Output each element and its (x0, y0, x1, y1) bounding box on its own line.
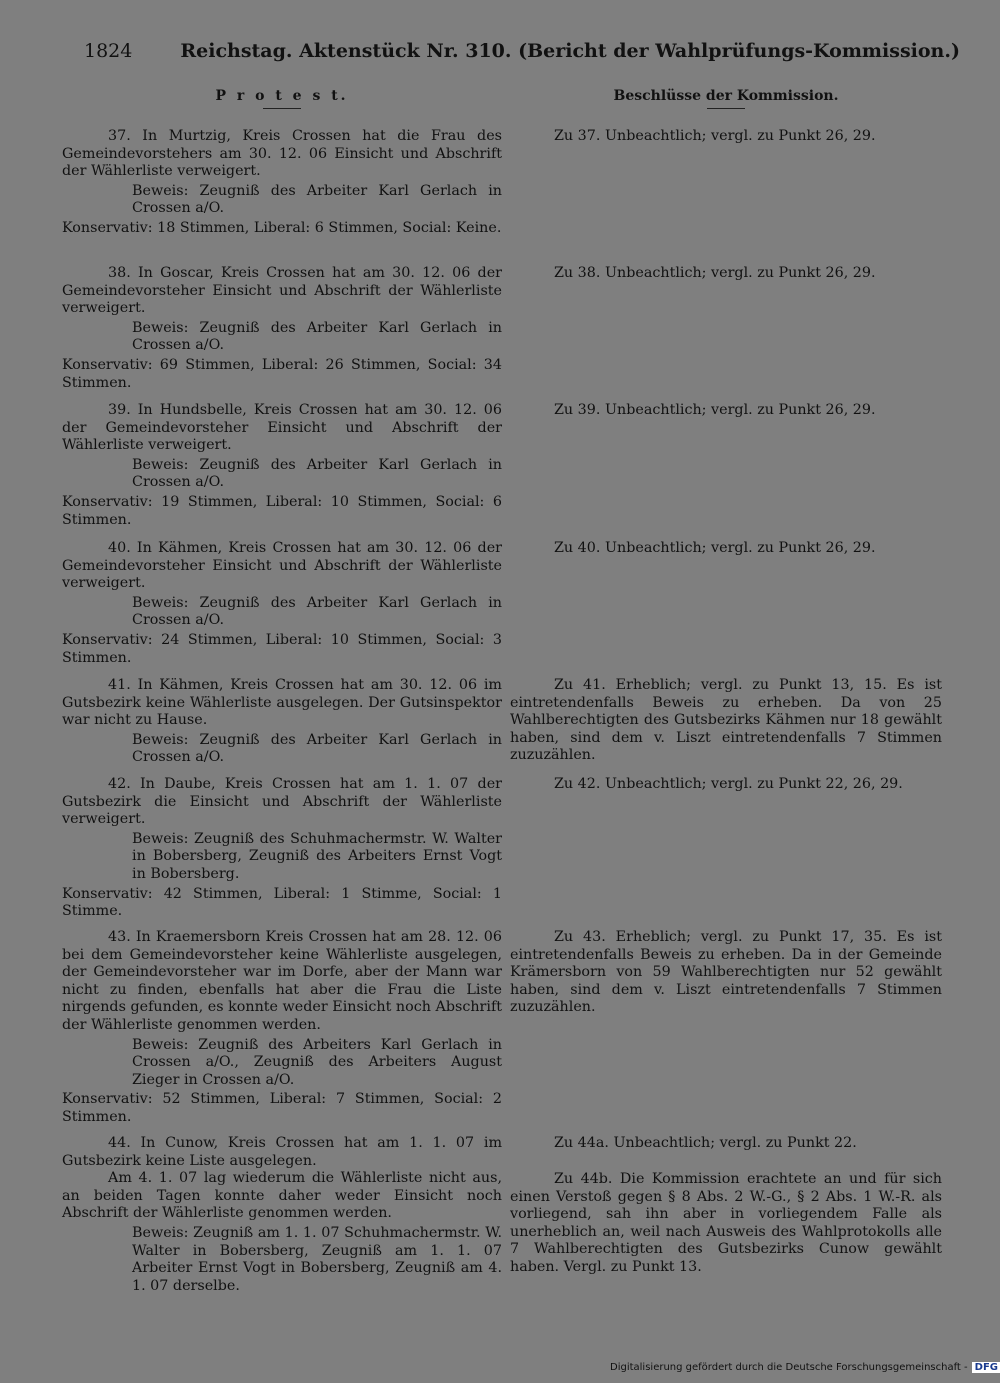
decision-44a (510, 1135, 942, 1153)
footer-text: Digitalisierung gefördert durch die Deutsche Forschungsgemeinschaft - (610, 1362, 968, 1373)
digitization-footer (610, 1362, 1000, 1373)
protest-43 (62, 929, 502, 1127)
protest-37 (62, 128, 502, 238)
protest-text: 42. In Daube, Kreis Crossen hat am 1. 1. 07 der Gutsbezirk die Einsicht und Abschrift der Wählerliste verweigert. (62, 776, 502, 828)
protest-text-2: Am 4. 1. 07 lag wiederum die Wählerliste nicht aus, an beiden Tagen konnte daher weder Einsicht noch Abschrift der Wählerliste genommen werden. (62, 1170, 502, 1222)
heading-rule (263, 108, 301, 109)
protest-stats: Konservativ: 19 Stimmen, Liberal: 10 Stimmen, Social: 6 Stimmen. (62, 493, 502, 528)
protest-44 (62, 1135, 502, 1297)
decision-text: Zu 44b. Die Kommission erachtete an und für sich einen Verstoß gegen § 8 Abs. 2 W.-G., § 2 Abs. 1 W.-R. als vorliegend, sah ihn aber in vorliegendem Falle als unerheblich an, weil nach Ausweis des Wahlprotokolls alle 7 Wahlberechtigten des Gutsbezirks Cunow gewählt haben. Vergl. zu Punkt 13. (510, 1171, 942, 1275)
protest-41 (62, 677, 502, 769)
decision-text: Zu 38. Unbeachtlich; vergl. zu Punkt 26, 29. (554, 265, 876, 281)
protest-beweis: Beweis: Zeugniß des Arbeiter Karl Gerlach in Crossen a/O. (132, 182, 502, 217)
decision-40 (510, 540, 942, 558)
protest-beweis: Beweis: Zeugniß des Arbeiters Karl Gerlach in Crossen a/O., Zeugniß des Arbeiters August Zieger in Crossen a/O. (132, 1036, 502, 1088)
protest-text: 41. In Kähmen, Kreis Crossen hat am 30. 12. 06 im Gutsbezirk keine Wählerliste ausgelegen. Der Gutsinspektor war nicht zu Hause. (62, 677, 502, 729)
protest-39 (62, 402, 502, 529)
protest-stats: Konservativ: 24 Stimmen, Liberal: 10 Stimmen, Social: 3 Stimmen. (62, 631, 502, 666)
dfg-logo: DFG (972, 1362, 1000, 1373)
decision-text: Zu 37. Unbeachtlich; vergl. zu Punkt 26, 29. (554, 128, 876, 144)
decision-39 (510, 402, 942, 420)
decision-44b (510, 1171, 942, 1277)
protest-heading: P r o t e s t. (215, 88, 349, 104)
protest-text: 43. In Kraemersborn Kreis Crossen hat am 28. 12. 06 bei dem Gemeindevorsteher keine Wählerliste ausgelegen, der Gemeindevorsteher war im Dorfe, aber der Mann war nicht zu finden, ebenfalls hat aber die Frau die Liste nirgends gefunden, es konnte weder Einsicht noch Abschrift der Wählerliste genommen werden. (62, 929, 502, 1033)
decision-42 (510, 776, 942, 794)
heading-rule (707, 108, 745, 109)
page-title: Reichstag. Aktenstück Nr. 310. (Bericht der Wahlprüfungs-Kommission.) (180, 40, 960, 62)
protest-stats: Konservativ: 18 Stimmen, Liberal: 6 Stimmen, Social: Keine. (62, 219, 502, 236)
page-header (84, 40, 960, 62)
page-number: 1824 (84, 40, 133, 62)
decision-41 (510, 677, 942, 765)
decision-text: Zu 42. Unbeachtlich; vergl. zu Punkt 22, 26, 29. (554, 776, 903, 792)
protest-40 (62, 540, 502, 667)
decision-text: Zu 41. Erheblich; vergl. zu Punkt 13, 15. Es ist eintretendenfalls Beweis zu erheben. Da von 25 Wahlberechtigten des Gutsbezirks Kähmen nur 18 gewählt haben, sind dem v. Liszt eintretendenfalls 7 Stimmen zuzuzählen. (510, 677, 942, 764)
protest-stats: Konservativ: 42 Stimmen, Liberal: 1 Stimme, Social: 1 Stimme. (62, 885, 502, 920)
decision-heading: Beschlüsse der Kommission. (613, 88, 839, 104)
decision-text: Zu 39. Unbeachtlich; vergl. zu Punkt 26, 29. (554, 402, 876, 418)
protest-38 (62, 265, 502, 392)
protest-beweis: Beweis: Zeugniß des Schuhmachermstr. W. Walter in Bobersberg, Zeugniß des Arbeiters Ernst Vogt in Bobersberg. (132, 830, 502, 882)
protest-column (62, 88, 502, 1294)
protest-stats: Konservativ: 69 Stimmen, Liberal: 26 Stimmen, Social: 34 Stimmen. (62, 356, 502, 391)
protest-text: 40. In Kähmen, Kreis Crossen hat am 30. 12. 06 der Gemeindevorsteher Einsicht und Abschrift der Wählerliste verweigert. (62, 540, 502, 592)
decision-38 (510, 265, 942, 283)
protest-stats: Konservativ: 52 Stimmen, Liberal: 7 Stimmen, Social: 2 Stimmen. (62, 1091, 502, 1125)
protest-42 (62, 776, 502, 921)
decision-text: Zu 43. Erheblich; vergl. zu Punkt 17, 35. Es ist eintretendenfalls Beweis zu erheben. Da in der Gemeinde Krämersborn von 59 Wahlberechtigten nur 52 gewählt haben, sind dem v. Liszt eintretendenfalls 7 Stimmen zuzuzählen. (510, 929, 942, 1016)
protest-beweis: Beweis: Zeugniß des Arbeiter Karl Gerlach in Crossen a/O. (132, 456, 502, 491)
decision-column (510, 88, 942, 1275)
protest-text: 38. In Goscar, Kreis Crossen hat am 30. 12. 06 der Gemeindevorsteher Einsicht und Abschrift der Wählerliste verweigert. (62, 265, 502, 317)
protest-text: 44. In Cunow, Kreis Crossen hat am 1. 1. 07 im Gutsbezirk keine Liste ausgelegen. (62, 1135, 502, 1169)
decision-43 (510, 929, 942, 1017)
protest-text: 37. In Murtzig, Kreis Crossen hat die Frau des Gemeindevorstehers am 30. 12. 06 Einsicht und Abschrift der Wählerliste verweigert. (62, 128, 502, 180)
protest-text: 39. In Hundsbelle, Kreis Crossen hat am 30. 12. 06 der Gemeindevorsteher Einsicht und Abschrift der Wählerliste verweigert. (62, 402, 502, 454)
decision-text: Zu 44a. Unbeachtlich; vergl. zu Punkt 22. (554, 1135, 857, 1151)
decision-text: Zu 40. Unbeachtlich; vergl. zu Punkt 26, 29. (554, 540, 876, 556)
protest-beweis: Beweis: Zeugniß am 1. 1. 07 Schuhmachermstr. W. Walter in Bobersberg, Zeugniß am 1. 1. 07 Arbeiter Ernst Vogt in Bobersberg, Zeugniß am 4. 1. 07 derselbe. (132, 1224, 502, 1294)
protest-beweis: Beweis: Zeugniß des Arbeiter Karl Gerlach in Crossen a/O. (132, 319, 502, 354)
protest-beweis: Beweis: Zeugniß des Arbeiter Karl Gerlach in Crossen a/O. (132, 594, 502, 629)
decision-37 (510, 128, 942, 146)
protest-beweis: Beweis: Zeugniß des Arbeiter Karl Gerlach in Crossen a/O. (132, 731, 502, 766)
